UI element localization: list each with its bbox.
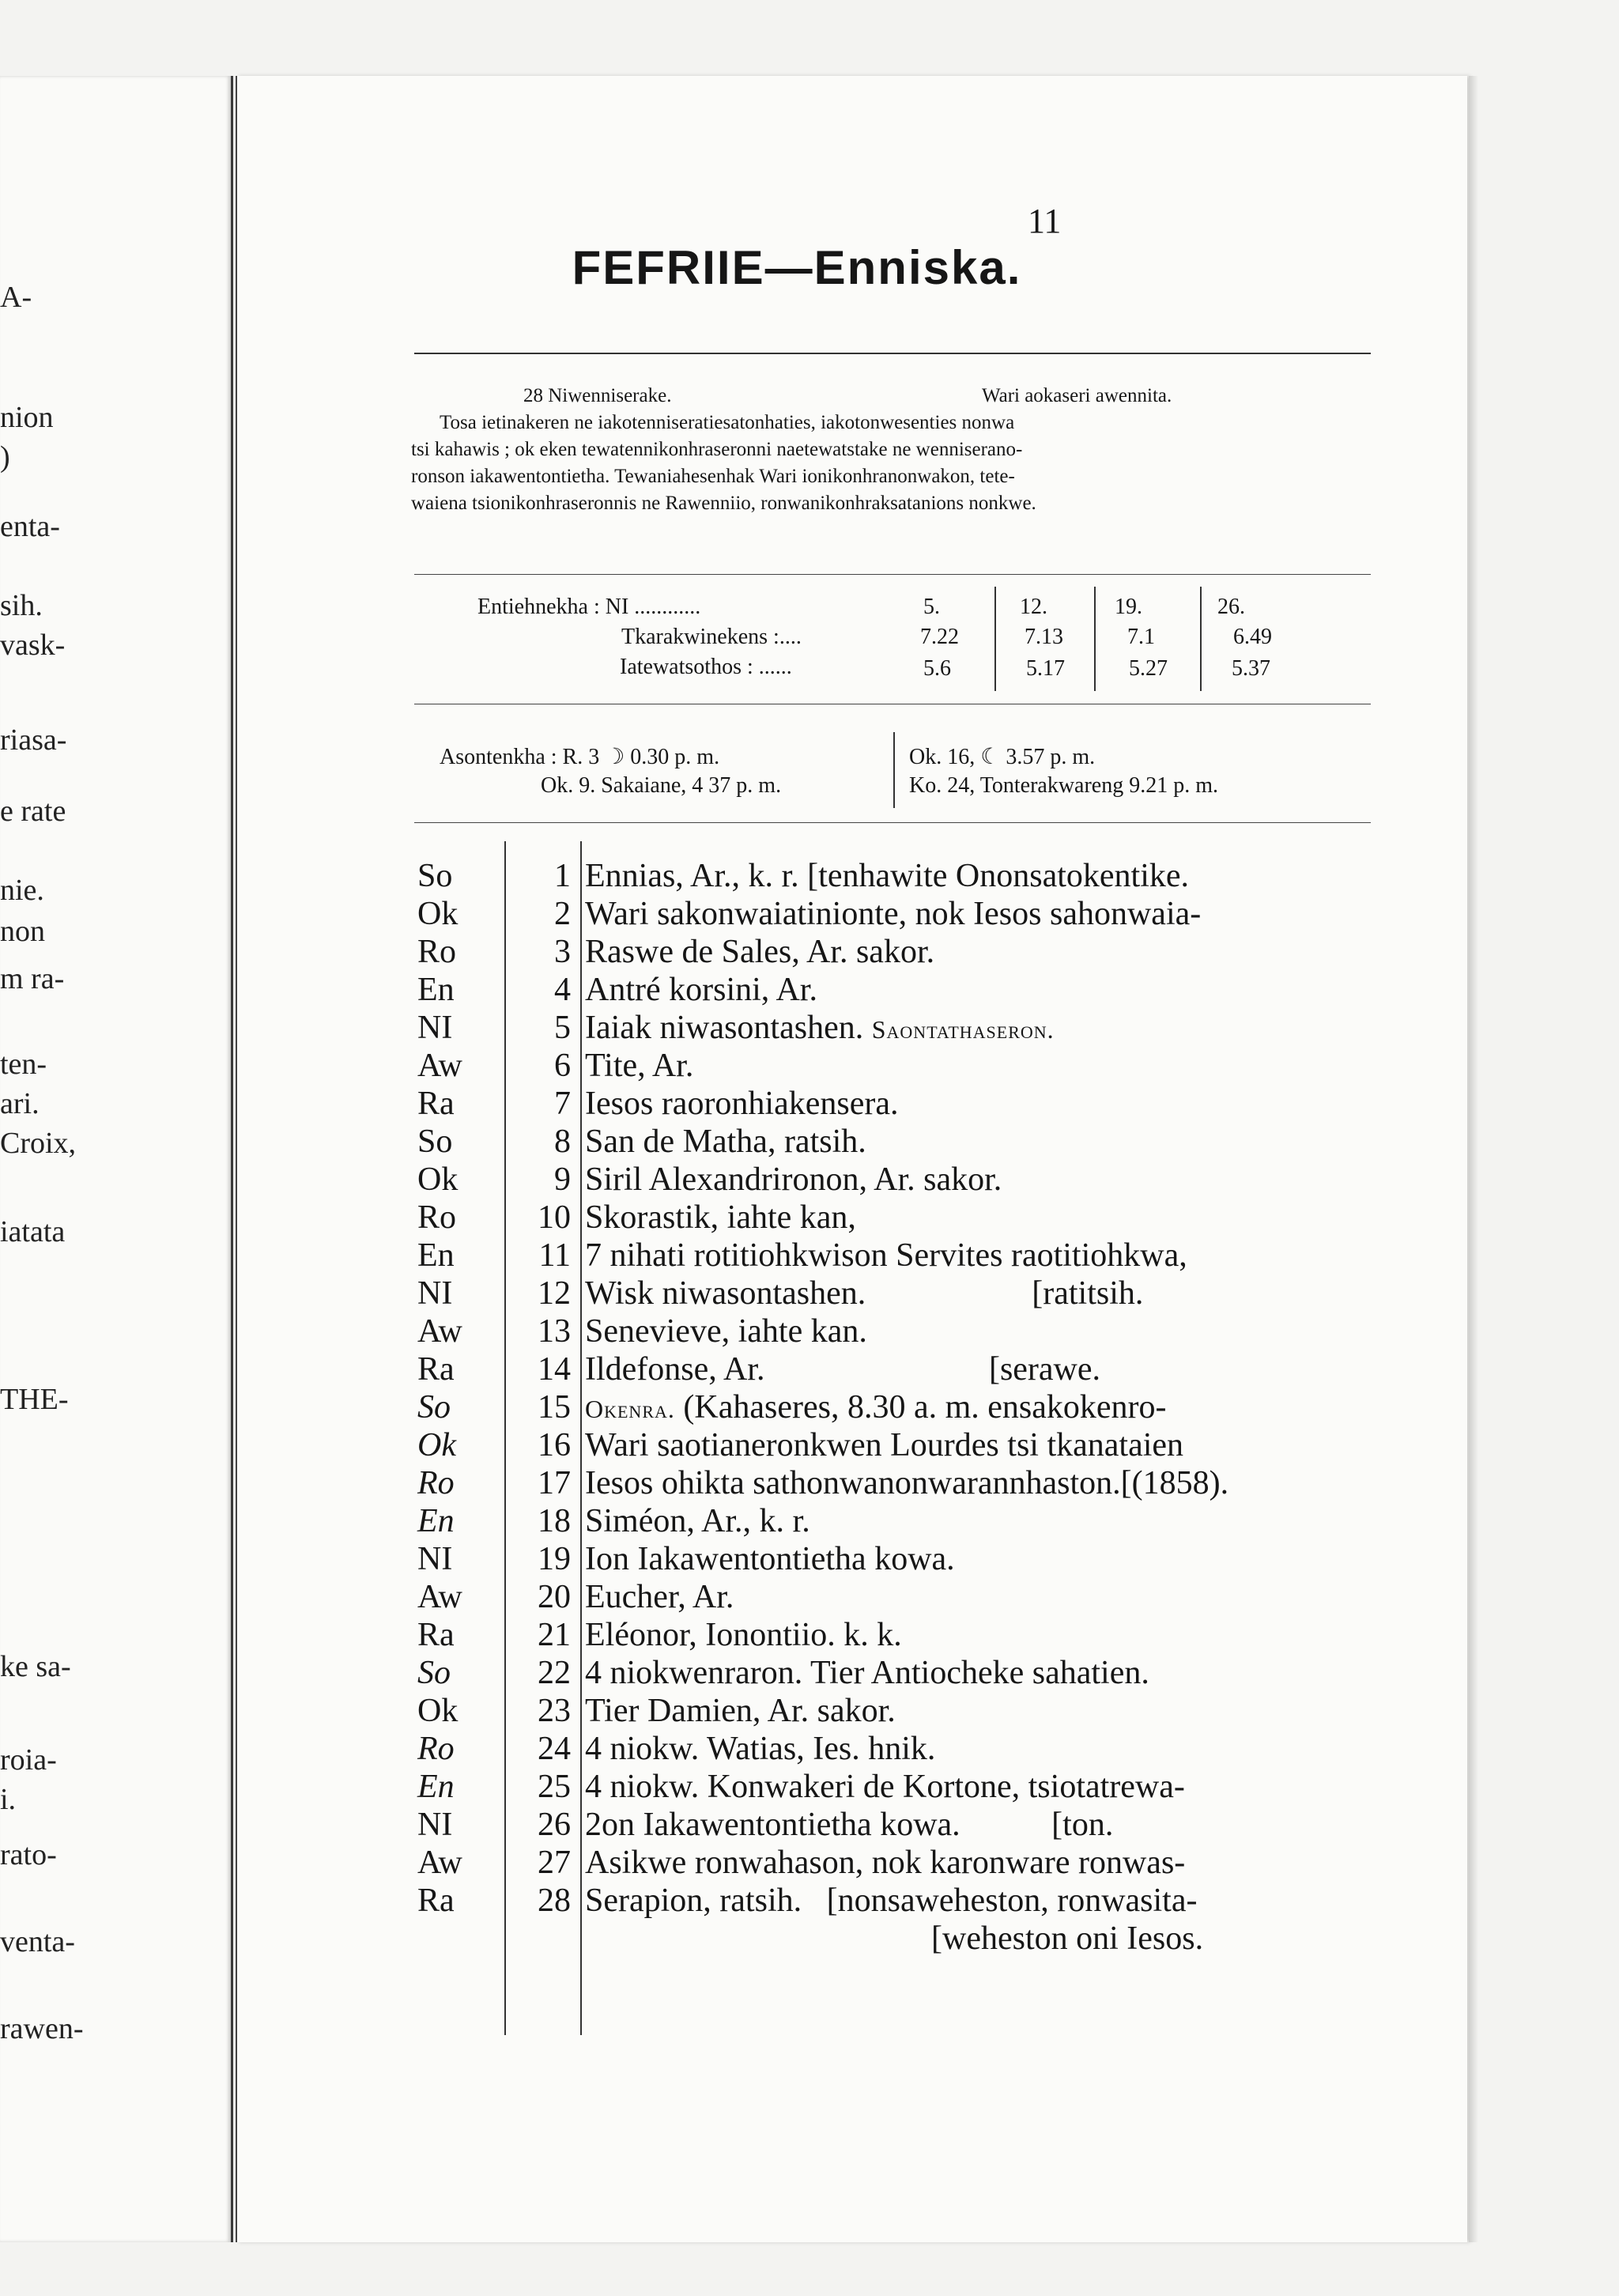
table-rule	[1200, 587, 1202, 691]
day-number: 26	[538, 1807, 571, 1843]
moon-line: Ko. 24, Tonterakwareng 9.21 p. m.	[909, 773, 1219, 798]
feast-entry: Antré korsini, Ar.	[585, 972, 817, 1008]
feast-entry: Siril Alexandrironon, Ar. sakor.	[585, 1161, 1002, 1198]
feast-entry: 4 niokw. Watias, Ies. hnik.	[585, 1731, 936, 1767]
feast-entry: Eléonor, Ionontiio. k. k.	[585, 1617, 902, 1653]
weekday: Ro	[417, 1731, 455, 1767]
weekday: Ra	[417, 1617, 455, 1653]
prev-fragment: rato-	[0, 1838, 57, 1871]
sun-value: 26.	[1217, 595, 1245, 619]
day-number: 19	[538, 1541, 571, 1577]
day-number: 7	[554, 1086, 571, 1122]
feast-text-smallcaps: Okenra.	[585, 1395, 675, 1423]
prev-fragment: iatata	[0, 1215, 66, 1248]
intro-line: tsi kahawis ; ok eken tewatennikonhraseronni naetewatstake ne wenniserano-	[411, 439, 1023, 460]
prev-fragment: e rate	[0, 795, 66, 828]
feast-text: (Kahaseres, 8.30 a. m. ensakokenro-	[674, 1389, 1167, 1426]
weekday: Aw	[417, 1313, 462, 1350]
weekday: So	[417, 1389, 451, 1426]
weekday: So	[417, 858, 453, 894]
feast-entry: [weheston oni Iesos.	[931, 1920, 1204, 1957]
weekday: En	[417, 1769, 455, 1805]
prev-fragment: nie.	[0, 874, 44, 907]
day-number: 9	[554, 1161, 571, 1198]
feast-entry: Tier Damien, Ar. sakor.	[585, 1693, 896, 1729]
weekday: Aw	[417, 1845, 462, 1881]
feast-text-smallcaps: Saontathaseron.	[871, 1015, 1055, 1044]
day-number: 13	[538, 1313, 571, 1350]
day-number: 12	[538, 1275, 571, 1312]
sun-value: 7.22	[920, 625, 959, 649]
feast-entry: 4 niokw. Konwakeri de Kortone, tsiotatrewa-	[585, 1769, 1185, 1805]
prev-fragment: riasa-	[0, 723, 67, 757]
day-number: 25	[538, 1769, 571, 1805]
weekday: Ra	[417, 1351, 455, 1388]
day-number: 1	[554, 858, 571, 894]
sun-value: 12.	[1020, 595, 1047, 619]
feast-entry: Wari saotianeronkwen Lourdes tsi tkanataien	[585, 1427, 1184, 1463]
prev-fragment: ten-	[0, 1048, 47, 1081]
prev-fragment: THE-	[0, 1383, 69, 1416]
day-number: 16	[538, 1427, 571, 1463]
moon-divider	[893, 732, 895, 808]
feast-entry: Serapion, ratsih. [nonsaweheston, ronwasita-	[585, 1882, 1198, 1919]
weekday: Ra	[417, 1086, 455, 1122]
day-number: 14	[538, 1351, 571, 1388]
day-number: 15	[538, 1389, 571, 1426]
day-number: 24	[538, 1731, 571, 1767]
sun-row-label: Entiehnekha : NI ............	[477, 595, 701, 619]
divider	[414, 574, 1371, 575]
sun-value: 7.1	[1127, 625, 1155, 649]
weekday: Ro	[417, 1465, 455, 1501]
prev-fragment: rawen-	[0, 2012, 84, 2045]
day-number: 4	[554, 972, 571, 1008]
table-rule	[1094, 587, 1096, 691]
weekday: Ok	[417, 1161, 459, 1198]
prev-fragment: nion	[0, 401, 54, 434]
feast-entry: Asikwe ronwahason, nok karonware ronwas-	[585, 1845, 1186, 1881]
feast-entry: Ion Iakawentontietha kowa.	[585, 1541, 955, 1577]
feast-entry: Raswe de Sales, Ar. sakor.	[585, 934, 935, 970]
day-number: 2	[554, 896, 571, 932]
day-number: 22	[538, 1655, 571, 1691]
feast-entry	[585, 1388, 1167, 1426]
sun-value: 5.37	[1232, 656, 1270, 681]
feast-entry: Tite, Ar.	[585, 1048, 694, 1084]
day-number: 27	[538, 1845, 571, 1881]
prev-fragment: )	[0, 440, 10, 474]
day-number: 8	[554, 1123, 571, 1160]
weekday: En	[417, 1237, 455, 1274]
day-number: 20	[538, 1579, 571, 1615]
page-title: FEFRIIE—Enniska.	[572, 241, 1022, 294]
feast-entry	[585, 1009, 1055, 1047]
calendar-rule	[504, 841, 506, 2035]
divider	[414, 822, 1371, 823]
table-rule	[994, 587, 996, 691]
intro-line: waiena tsionikonhraseronnis ne Rawenniio, ronwanikonhraksatanions nonkwe.	[411, 493, 1036, 514]
feast-entry: Iesos raoronhiakensera.	[585, 1086, 899, 1122]
prev-fragment: venta-	[0, 1925, 75, 1958]
prev-fragment: m ra-	[0, 962, 65, 995]
intro-date: 28 Niwenniserake.	[523, 385, 672, 406]
feast-entry: Wisk niwasontashen. [ratitsih.	[585, 1275, 1144, 1312]
prev-fragment: A-	[0, 281, 32, 314]
sun-row-label: Tkarakwinekens :....	[621, 625, 802, 649]
feast-entry: Ennias, Ar., k. r. [tenhawite Ononsatokentike.	[585, 858, 1190, 894]
feast-entry: Ildefonse, Ar. [serawe.	[585, 1351, 1101, 1388]
feast-entry: Skorastik, iahte kan,	[585, 1199, 856, 1236]
weekday: NI	[417, 1807, 453, 1843]
intro-feast: Wari aokaseri awennita.	[982, 385, 1172, 406]
prev-fragment: Croix,	[0, 1127, 77, 1160]
sun-row-label: Iatewatsothos : ......	[620, 655, 792, 679]
weekday: Ok	[417, 1693, 459, 1729]
feast-entry: Iesos ohikta sathonwanonwarannhaston.[(1858).	[585, 1465, 1229, 1501]
day-number: 3	[554, 934, 571, 970]
day-number: 17	[538, 1465, 571, 1501]
sun-value: 19.	[1115, 595, 1142, 619]
day-number: 23	[538, 1693, 571, 1729]
weekday: So	[417, 1655, 451, 1691]
weekday: Aw	[417, 1048, 462, 1084]
page-edge-shadow	[1469, 76, 1478, 2242]
prev-fragment: non	[0, 915, 45, 948]
feast-entry: Siméon, Ar., k. r.	[585, 1503, 810, 1539]
sun-value: 5.6	[923, 656, 951, 681]
moon-line: Ok. 9. Sakaiane, 4 37 p. m.	[541, 773, 782, 798]
sun-value: 6.49	[1233, 625, 1272, 649]
moon-line: Ok. 16, ☾ 3.57 p. m.	[909, 745, 1096, 769]
day-number: 21	[538, 1617, 571, 1653]
feast-entry: Wari sakonwaiatinionte, nok Iesos sahonwaia-	[585, 896, 1202, 932]
day-number: 18	[538, 1503, 571, 1539]
calendar-rule	[580, 841, 582, 2035]
feast-entry: San de Matha, ratsih.	[585, 1123, 866, 1160]
page-number: 11	[1028, 202, 1062, 240]
intro-line: ronson iakawentontietha. Tewaniahesenhak Wari ionikonhranonwakon, tete-	[411, 466, 1015, 487]
prev-fragment: roia-	[0, 1743, 57, 1777]
day-number: 5	[554, 1010, 571, 1046]
sun-value: 5.17	[1026, 656, 1065, 681]
weekday: NI	[417, 1010, 453, 1046]
feast-entry: 4 niokwenraron. Tier Antiocheke sahatien.	[585, 1655, 1149, 1691]
day-number: 28	[538, 1882, 571, 1919]
sun-value: 7.13	[1025, 625, 1063, 649]
weekday: En	[417, 972, 455, 1008]
prev-fragment: ari.	[0, 1087, 40, 1120]
divider	[414, 353, 1371, 354]
feast-entry: 2on Iakawentontietha kowa. [ton.	[585, 1807, 1114, 1843]
day-number: 6	[554, 1048, 571, 1084]
prev-fragment: sih.	[0, 589, 43, 622]
weekday: Ok	[417, 1427, 456, 1463]
intro-line: Tosa ietinakeren ne iakotenniseratiesatonhaties, iakotonwesenties nonwa	[440, 412, 1015, 433]
intro-paragraph	[411, 383, 1376, 541]
weekday: Aw	[417, 1579, 462, 1615]
weekday: NI	[417, 1541, 453, 1577]
weekday: NI	[417, 1275, 453, 1312]
prev-fragment: i.	[0, 1783, 17, 1816]
feast-entry: Senevieve, iahte kan.	[585, 1313, 867, 1350]
day-number: 10	[538, 1199, 571, 1236]
weekday: Ro	[417, 1199, 457, 1236]
weekday: Ro	[417, 934, 457, 970]
day-number: 11	[538, 1237, 571, 1274]
prev-fragment: enta-	[0, 510, 60, 543]
previous-page-edge	[0, 76, 233, 2242]
weekday: En	[417, 1503, 455, 1539]
weekday: Ra	[417, 1882, 455, 1919]
prev-fragment: ke sa-	[0, 1650, 71, 1683]
prev-fragment: vask-	[0, 629, 66, 662]
moon-line: Asontenkha : R. 3 ☽ 0.30 p. m.	[440, 745, 720, 769]
feast-entry: Eucher, Ar.	[585, 1579, 734, 1615]
sun-value: 5.	[923, 595, 940, 619]
feast-entry: 7 nihati rotitiohkwison Servites raotitiohkwa,	[585, 1237, 1187, 1274]
weekday: So	[417, 1123, 453, 1160]
feast-text: Iaiak niwasontashen.	[585, 1010, 864, 1046]
sun-value: 5.27	[1129, 656, 1168, 681]
weekday: Ok	[417, 896, 459, 932]
